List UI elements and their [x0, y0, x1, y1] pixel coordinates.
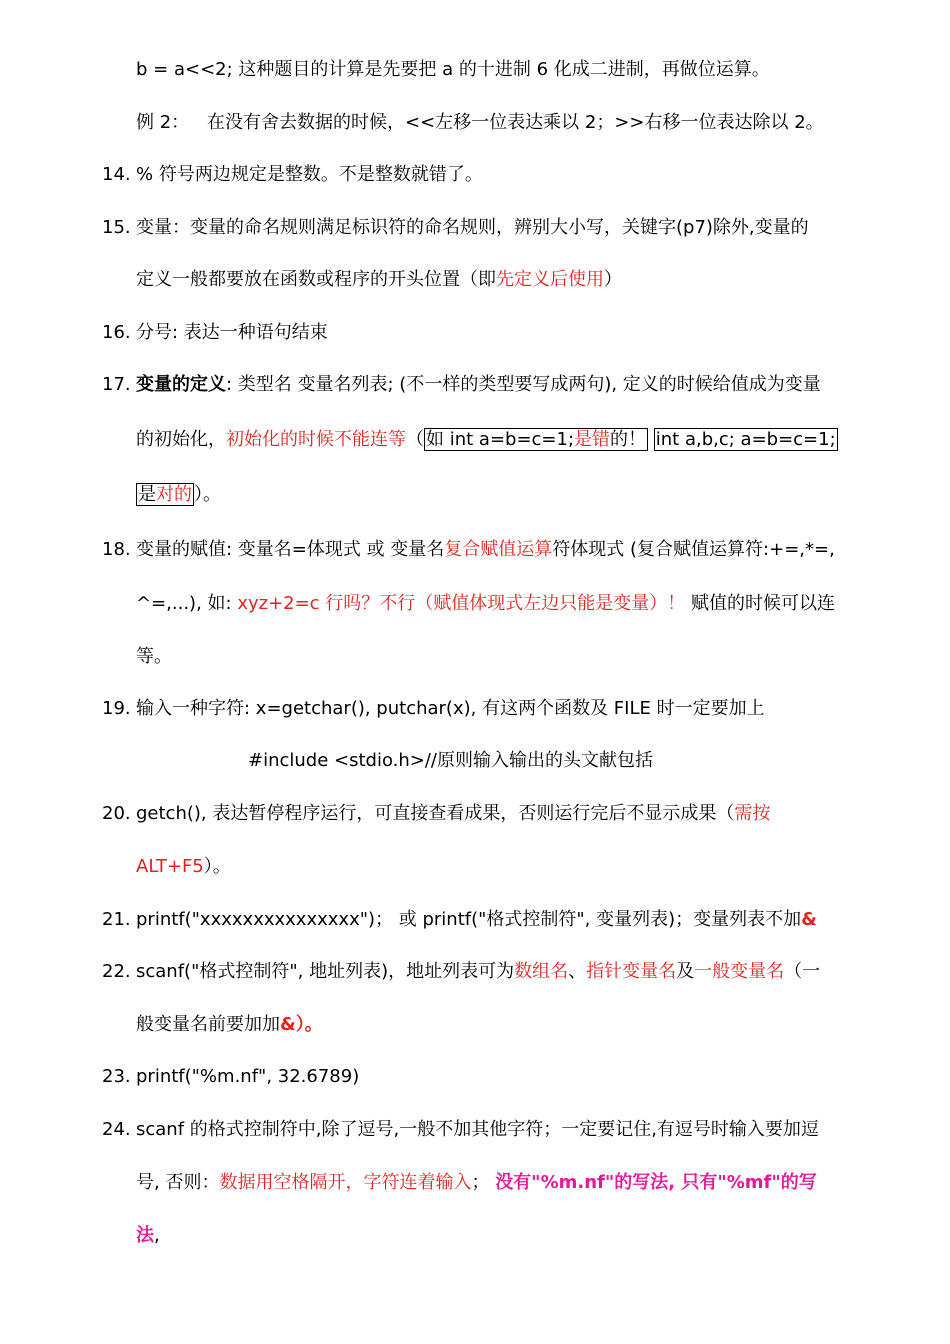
highlight-magenta: 法 — [136, 1225, 154, 1246]
highlight-red: 需按 — [734, 803, 771, 824]
item-number: 22. — [102, 961, 131, 982]
highlight-red: & — [801, 909, 817, 930]
item-number: 19. — [102, 698, 131, 719]
highlight-magenta: 没有"%m.nf"的写法, 只有"%mf"的写 — [495, 1172, 817, 1193]
highlight-red: 初始化的时候不能连等 — [226, 429, 406, 450]
item-number: 15. — [102, 217, 131, 238]
item-number: 18. — [102, 539, 131, 560]
boxed-code-right: int a,b,c; a=b=c=1; — [655, 429, 836, 450]
item-number: 21. — [102, 909, 131, 930]
item-number: 20. — [102, 803, 131, 824]
highlight-red: 数据用空格隔开，字符连着输入 — [219, 1172, 472, 1193]
highlight-red: xyz+2=c 行吗？不行（赋值体现式左边只能是变量）！ — [237, 593, 686, 614]
item-number: 14. — [102, 164, 131, 185]
item-number: 24. — [102, 1119, 131, 1140]
document-page: b = a<<2; 这种题目的计算是先要把 a 的十进制 6 化成二进制，再做位运算。 例 2： 在没有舍去数据的时候，<<左移一位表达乘以 2；>>右移一位表达除以 2。 14. % 符号两边规定是整数。不是整数就错了。 15. 变量：变量的命名规则满足标识符的命名规则，辨别大小写，关键字(p7)除外,变量的 定义一般都要放在函数或程序的开头位置（即先定义后使用） 16. 分号: 表达一种语句结束 17. 变量的定义: 类型名 变量名列表; (不一样的类型要写成两句), 定义的时候给值成为变量 的初始化，初始化的时候不能连等（ 如 int a=b=c=1;是错的！ int a,b,c; a=b=c=1; 是对的 ）。 18. 变量的赋值: 变量名=体现式 或 变量名复合赋值运算符体现式 (复合赋值运算符:+=,*=, ^=,...), 如: xyz+2=c 行吗？不行（赋值体现式左边只能是变量）！ 赋值的时候可以连 等。 19. 输入一种字符: x=getchar(), putchar(x), 有这两个函数及 FILE 时一定要加上 #include <stdio.h>//原则输入输出的头文献包括 20. getch(), 表达暂停程序运行，可直接查看成果，否则运行完后不显示成果（需按 ALT+F5）。 21. printf("xxxxxxxxxxxxxxx")； 或 printf("格式控制符", 变量列表)；变量列表不加& 22. scanf("格式控制符", 地址列表)，地址列表可为数组名、指针变量名及一般变量名（一 般变量名前要加加&）。 23. printf("%m.nf", 32.6789) 24. scanf 的格式控制符中,除了逗号,一般不加其他字符；一定要记住,有逗号时输入要加逗 号, 否则：数据用空格隔开，字符连着输入； 没有"%m.nf"的写法, 只有"%mf"的写 法, — [102, 59, 836, 1246]
highlight-red: 先定义后使用 — [496, 269, 604, 290]
highlight-red: 复合赋值运算 — [444, 539, 553, 560]
highlight-red: &）。 — [280, 1014, 323, 1035]
item-number: 23. — [102, 1066, 131, 1087]
item-number: 16. — [102, 322, 131, 343]
item-number: 17. — [102, 374, 131, 395]
boxed-code-wrong: 如 int a=b=c=1;是错的！ — [426, 429, 647, 450]
boxed-correct: 是对的 — [138, 484, 192, 505]
highlight-red: ALT+F5 — [136, 856, 204, 877]
